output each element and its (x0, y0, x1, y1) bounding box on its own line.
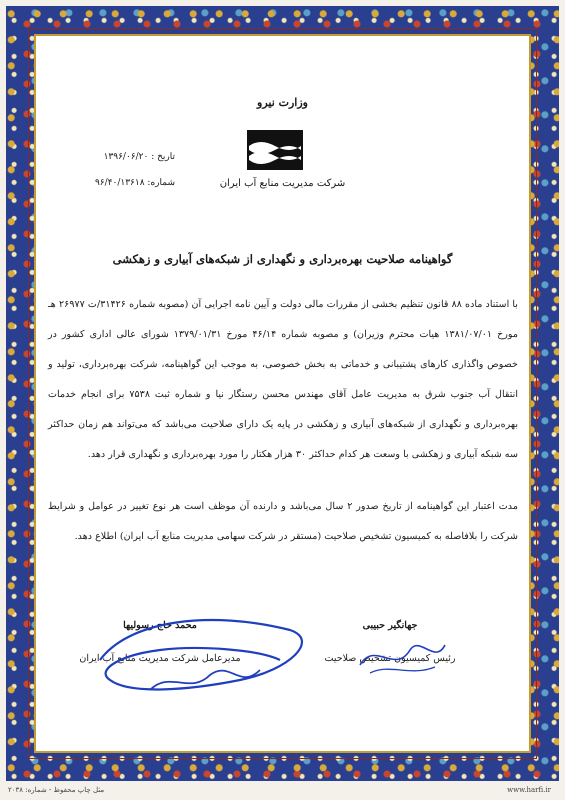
date-label: تاریخ : ۱۳۹۶/۰۶/۲۰ (103, 152, 175, 162)
signatory-left-title: مدیرعامل شرکت مدیریت منابع آب ایران (79, 653, 241, 664)
signatory-left-name: محمد حاج رسولیها (123, 620, 197, 631)
signatory-right-title: رئیس کمیسیون تشخیص صلاحیت (324, 653, 456, 664)
certificate-content (40, 40, 525, 735)
footer-print-note: مثل چاپ محفوظ - شماره: ۲۰۳۸ (8, 786, 105, 794)
ministry-heading: وزارت نیرو (257, 96, 308, 109)
signatory-right-name: جهانگیر حبیبی (362, 620, 418, 631)
body-paragraph-2: مدت اعتبار این گواهینامه از تاریخ صدور ۲ سال می‌باشد و دارنده آن موظف است هر نوع تغییر در عوامل و شرایط شرکت را بلافاصله به کمیسیون تشخیص صلاحیت (مستقر در شرکت سهامی مدیریت منابع آب ایران) اطلاع دهد. (48, 501, 518, 542)
company-logo-icon (245, 128, 305, 172)
second-signature-icon (350, 625, 450, 685)
number-label: شماره: ۹۶/۴۰/۱۳۶۱۸ (94, 178, 175, 188)
certificate-title: گواهینامه صلاحیت بهره‌برداری و نگهداری از شبکه‌های آبیاری و زهکشی (112, 252, 453, 266)
body-paragraph-1: با استناد ماده ۸۸ قانون تنظیم بخشی از مقررات مالی دولت و آیین نامه اجرایی آن (مصوبه شماره ۳۱۴۲۶/ت ۲۶۹۷۷ هـ مورخ ۱۳۸۱/۰۷/۰۱ هیات محترم وزیران) و مصوبه شماره ۴۶/۱۴ مورخ ۱۳۷۹/۰۱/۳۱ شورای عالی اداری کشور در خصوص واگذاری کارهای پشتیبانی و خدماتی به بخش خصوصی، به موجب این گواهینامه، شرکت بهره‌برداری، تولید و انتقال آب جنوب شرق به مدیریت عامل آقای مهندس محسن رستگار نیا و شماره ثبت ۷۵۳۸ برای انجام خدمات بهره‌برداری و نگهداری از شبکه‌های آبیاری و زهکشی در پایه یک دارای صلاحیت می‌باشد که می‌تواند هم زمان حداکثر سه شبکه آبیاری و زهکشی با وسعت هر کدام حداکثر ۳۰ هزار هکتار را مورد بهره‌برداری و نگهداری قرار دهد. (48, 299, 518, 460)
footer-website: www.harfi.ir (507, 786, 551, 794)
handwritten-signature-icon (90, 600, 320, 710)
company-name: شرکت مدیریت منابع آب ایران (219, 178, 346, 189)
